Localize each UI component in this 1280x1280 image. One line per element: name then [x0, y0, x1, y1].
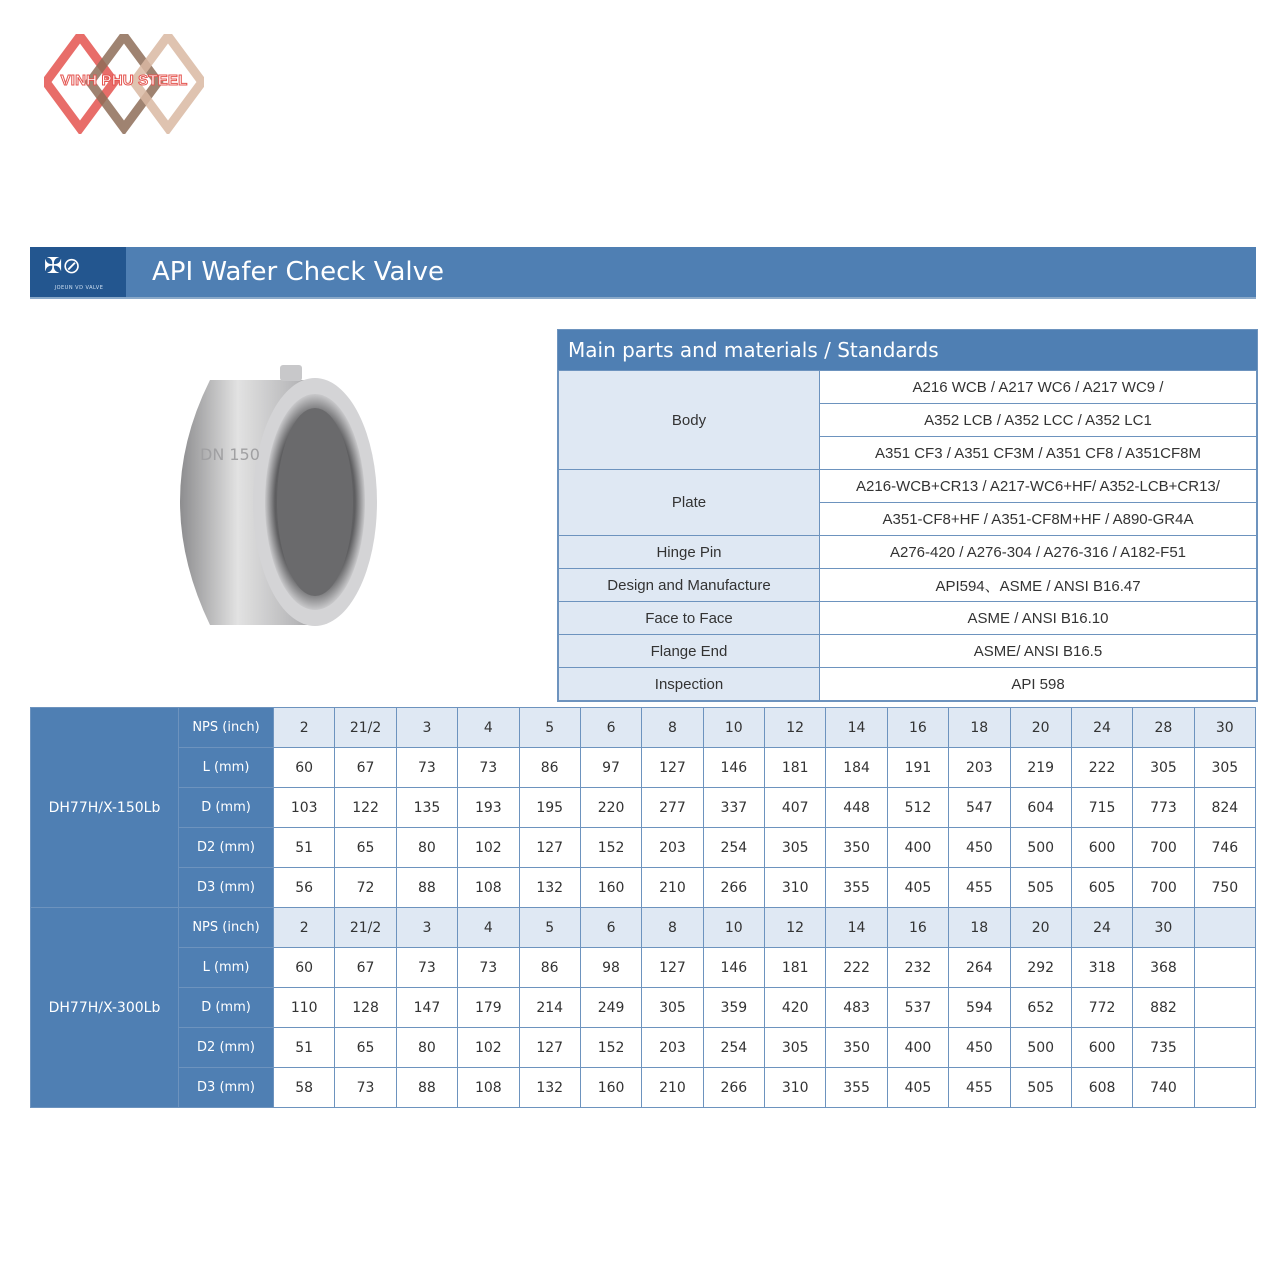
table-row: [31, 788, 1256, 828]
table-cell: [1194, 1028, 1255, 1068]
table-cell: 368: [1133, 948, 1194, 988]
table-cell: 512: [887, 788, 948, 828]
table-cell: 594: [949, 988, 1010, 1028]
table-cell: 232: [887, 948, 948, 988]
table-cell: [1194, 988, 1255, 1028]
table-cell: 10: [703, 908, 764, 948]
svg-text:DN 150: DN 150: [200, 445, 260, 464]
table-cell: 152: [580, 1028, 641, 1068]
table-cell: 56: [274, 868, 335, 908]
dimension-label: L (mm): [179, 948, 274, 988]
table-cell: 772: [1071, 988, 1132, 1028]
table-cell: 455: [949, 868, 1010, 908]
table-cell: 127: [519, 1028, 580, 1068]
table-cell: 51: [274, 828, 335, 868]
table-cell: 21/2: [335, 908, 396, 948]
table-cell: 305: [765, 1028, 826, 1068]
table-row: [559, 602, 1257, 635]
table-cell: 500: [1010, 1028, 1071, 1068]
table-cell: 355: [826, 868, 887, 908]
table-cell: 222: [1071, 748, 1132, 788]
table-cell: 16: [887, 908, 948, 948]
table-cell: 152: [580, 828, 641, 868]
table-row: [559, 536, 1257, 569]
table-cell: 740: [1133, 1068, 1194, 1108]
table-cell: 305: [1194, 748, 1255, 788]
table-cell: 254: [703, 828, 764, 868]
table-cell: 400: [887, 828, 948, 868]
table-cell: 28: [1133, 708, 1194, 748]
table-cell: 277: [642, 788, 703, 828]
table-cell: 400: [887, 1028, 948, 1068]
table-cell: 20: [1010, 708, 1071, 748]
table-cell: 127: [519, 828, 580, 868]
table-cell: 505: [1010, 868, 1071, 908]
table-cell: 184: [826, 748, 887, 788]
table-row: [31, 1028, 1256, 1068]
table-row: [31, 828, 1256, 868]
table-cell: 448: [826, 788, 887, 828]
table-cell: 220: [580, 788, 641, 828]
table-row: [31, 988, 1256, 1028]
table-cell: 305: [1133, 748, 1194, 788]
dimension-label: L (mm): [179, 748, 274, 788]
table-cell: 16: [887, 708, 948, 748]
table-cell: 264: [949, 948, 1010, 988]
dimension-label: NPS (inch): [179, 708, 274, 748]
table-cell: 108: [458, 868, 519, 908]
table-cell: 88: [396, 868, 457, 908]
table-cell: 110: [274, 988, 335, 1028]
table-row: [559, 635, 1257, 668]
table-cell: 292: [1010, 948, 1071, 988]
table-cell: [1194, 1068, 1255, 1108]
table-cell: 128: [335, 988, 396, 1028]
table-cell: 122: [335, 788, 396, 828]
table-cell: 73: [396, 948, 457, 988]
table-cell: 214: [519, 988, 580, 1028]
table-cell: 181: [765, 948, 826, 988]
table-cell: 203: [642, 1028, 703, 1068]
table-cell: 746: [1194, 828, 1255, 868]
table-cell: 652: [1010, 988, 1071, 1028]
table-cell: 203: [642, 828, 703, 868]
table-cell: 132: [519, 1068, 580, 1108]
table-row: [31, 708, 1256, 748]
table-cell: 86: [519, 948, 580, 988]
table-cell: 455: [949, 1068, 1010, 1108]
table-cell: 30: [1133, 908, 1194, 948]
table-cell: 160: [580, 1068, 641, 1108]
row-label: Face to Face: [559, 602, 820, 635]
table-cell: 179: [458, 988, 519, 1028]
table-cell: 6: [580, 708, 641, 748]
table-cell: 73: [396, 748, 457, 788]
title-banner: [30, 247, 1256, 299]
table-cell: 505: [1010, 1068, 1071, 1108]
table-cell: 12: [765, 908, 826, 948]
table-cell: 824: [1194, 788, 1255, 828]
table-cell: 146: [703, 748, 764, 788]
table-cell: 405: [887, 1068, 948, 1108]
table-row: [31, 908, 1256, 948]
table-cell: 73: [335, 1068, 396, 1108]
vinh-phu-steel-logo: [44, 34, 204, 134]
table-cell: 210: [642, 868, 703, 908]
table-cell: 10: [703, 708, 764, 748]
model-label: DH77H/X-300Lb: [31, 908, 179, 1108]
table-cell: 193: [458, 788, 519, 828]
table-cell: 2: [274, 708, 335, 748]
row-value: A351 CF3 / A351 CF3M / A351 CF8 / A351CF8M: [820, 437, 1257, 470]
table-cell: 102: [458, 1028, 519, 1068]
dimension-label: D (mm): [179, 788, 274, 828]
table-cell: 135: [396, 788, 457, 828]
row-label: Hinge Pin: [559, 536, 820, 569]
page-title: API Wafer Check Valve: [152, 257, 445, 287]
dimensions-table: [30, 707, 1256, 1108]
table-cell: 450: [949, 1028, 1010, 1068]
table-cell: 72: [335, 868, 396, 908]
table-cell: 249: [580, 988, 641, 1028]
table-cell: 60: [274, 748, 335, 788]
table-cell: 700: [1133, 868, 1194, 908]
table-cell: 14: [826, 708, 887, 748]
dimension-label: D3 (mm): [179, 868, 274, 908]
dimension-label: D2 (mm): [179, 828, 274, 868]
table-cell: 8: [642, 708, 703, 748]
table-cell: 773: [1133, 788, 1194, 828]
brand-subtext: JOEUN VD VALVE: [54, 285, 104, 291]
table-cell: 608: [1071, 1068, 1132, 1108]
table-cell: 420: [765, 988, 826, 1028]
table-cell: 405: [887, 868, 948, 908]
table-cell: 605: [1071, 868, 1132, 908]
table-cell: 355: [826, 1068, 887, 1108]
table-cell: 58: [274, 1068, 335, 1108]
row-value: API 598: [820, 668, 1257, 701]
table-cell: 97: [580, 748, 641, 788]
row-label: Flange End: [559, 635, 820, 668]
table-cell: 146: [703, 948, 764, 988]
table-row: [31, 948, 1256, 988]
table-cell: 147: [396, 988, 457, 1028]
row-value: ASME/ ANSI B16.5: [820, 635, 1257, 668]
table-cell: 127: [642, 948, 703, 988]
table-cell: 88: [396, 1068, 457, 1108]
table-cell: 24: [1071, 908, 1132, 948]
row-value: A351-CF8+HF / A351-CF8M+HF / A890-GR4A: [820, 503, 1257, 536]
table-cell: 3: [396, 708, 457, 748]
row-value: A352 LCB / A352 LCC / A352 LC1: [820, 404, 1257, 437]
table-cell: 12: [765, 708, 826, 748]
table-cell: 337: [703, 788, 764, 828]
brand-logo: [30, 247, 126, 297]
table-cell: 4: [458, 708, 519, 748]
brand-icon: ✠⊘: [44, 254, 81, 279]
table-cell: 51: [274, 1028, 335, 1068]
table-cell: 86: [519, 748, 580, 788]
table-cell: 108: [458, 1068, 519, 1108]
table-cell: 18: [949, 908, 1010, 948]
dimensions-grid: [30, 707, 1256, 1108]
table-cell: 318: [1071, 948, 1132, 988]
table-cell: 500: [1010, 828, 1071, 868]
table-cell: 5: [519, 708, 580, 748]
table-cell: 407: [765, 788, 826, 828]
table-cell: 700: [1133, 828, 1194, 868]
valve-photo-icon: [140, 360, 400, 640]
table-cell: 305: [765, 828, 826, 868]
logo-text: VINH PHU STEEL: [60, 72, 188, 89]
table-cell: 60: [274, 948, 335, 988]
materials-table: [557, 329, 1258, 702]
table-cell: 14: [826, 908, 887, 948]
table-cell: 203: [949, 748, 1010, 788]
table-cell: 24: [1071, 708, 1132, 748]
table-cell: 350: [826, 828, 887, 868]
table-cell: 266: [703, 1068, 764, 1108]
row-value: A216 WCB / A217 WC6 / A217 WC9 /: [820, 371, 1257, 404]
table-cell: 219: [1010, 748, 1071, 788]
table-cell: 266: [703, 868, 764, 908]
table-cell: 735: [1133, 1028, 1194, 1068]
table-cell: 483: [826, 988, 887, 1028]
table-row: [559, 569, 1257, 602]
dimension-label: D2 (mm): [179, 1028, 274, 1068]
table-cell: 600: [1071, 828, 1132, 868]
row-value: A276-420 / A276-304 / A276-316 / A182-F51: [820, 536, 1257, 569]
table-cell: 67: [335, 748, 396, 788]
table-cell: 715: [1071, 788, 1132, 828]
table-cell: 67: [335, 948, 396, 988]
table-cell: 359: [703, 988, 764, 1028]
materials-grid: [558, 370, 1257, 701]
row-value: A216-WCB+CR13 / A217-WC6+HF/ A352-LCB+CR13/: [820, 470, 1257, 503]
dimension-label: D3 (mm): [179, 1068, 274, 1108]
table-cell: 80: [396, 828, 457, 868]
table-cell: 73: [458, 748, 519, 788]
table-cell: [1194, 948, 1255, 988]
dimension-label: D (mm): [179, 988, 274, 1028]
table-cell: 750: [1194, 868, 1255, 908]
table-cell: 73: [458, 948, 519, 988]
table-cell: 6: [580, 908, 641, 948]
table-cell: 3: [396, 908, 457, 948]
table-cell: 450: [949, 828, 1010, 868]
table-cell: 310: [765, 1068, 826, 1108]
table-cell: 305: [642, 988, 703, 1028]
table-cell: 600: [1071, 1028, 1132, 1068]
table-cell: 65: [335, 828, 396, 868]
table-cell: 127: [642, 748, 703, 788]
table-cell: 5: [519, 908, 580, 948]
table-cell: 254: [703, 1028, 764, 1068]
table-cell: 350: [826, 1028, 887, 1068]
table-cell: 210: [642, 1068, 703, 1108]
valve-image: [140, 360, 400, 640]
table-cell: 30: [1194, 708, 1255, 748]
table-cell: 103: [274, 788, 335, 828]
row-label: Design and Manufacture: [559, 569, 820, 602]
table-cell: 4: [458, 908, 519, 948]
table-cell: 8: [642, 908, 703, 948]
row-label: Body: [559, 371, 820, 470]
table-cell: 98: [580, 948, 641, 988]
materials-header: Main parts and materials / Standards: [558, 330, 1257, 370]
table-cell: 102: [458, 828, 519, 868]
table-row: [31, 1068, 1256, 1108]
table-cell: 547: [949, 788, 1010, 828]
table-cell: 20: [1010, 908, 1071, 948]
table-cell: [1194, 908, 1255, 948]
table-cell: 222: [826, 948, 887, 988]
table-cell: 181: [765, 748, 826, 788]
dimension-label: NPS (inch): [179, 908, 274, 948]
table-row: [559, 470, 1257, 503]
table-cell: 21/2: [335, 708, 396, 748]
table-cell: 65: [335, 1028, 396, 1068]
row-value: ASME / ANSI B16.10: [820, 602, 1257, 635]
row-label: Plate: [559, 470, 820, 536]
table-row: [31, 868, 1256, 908]
table-cell: 2: [274, 908, 335, 948]
table-cell: 604: [1010, 788, 1071, 828]
row-label: Inspection: [559, 668, 820, 701]
table-cell: 160: [580, 868, 641, 908]
table-row: [31, 748, 1256, 788]
table-cell: 882: [1133, 988, 1194, 1028]
row-value: API594、ASME / ANSI B16.47: [820, 569, 1257, 602]
table-cell: 195: [519, 788, 580, 828]
table-cell: 132: [519, 868, 580, 908]
table-cell: 18: [949, 708, 1010, 748]
table-cell: 191: [887, 748, 948, 788]
model-label: DH77H/X-150Lb: [31, 708, 179, 908]
table-row: [559, 371, 1257, 404]
table-cell: 310: [765, 868, 826, 908]
table-cell: 80: [396, 1028, 457, 1068]
table-row: [559, 668, 1257, 701]
table-cell: 537: [887, 988, 948, 1028]
